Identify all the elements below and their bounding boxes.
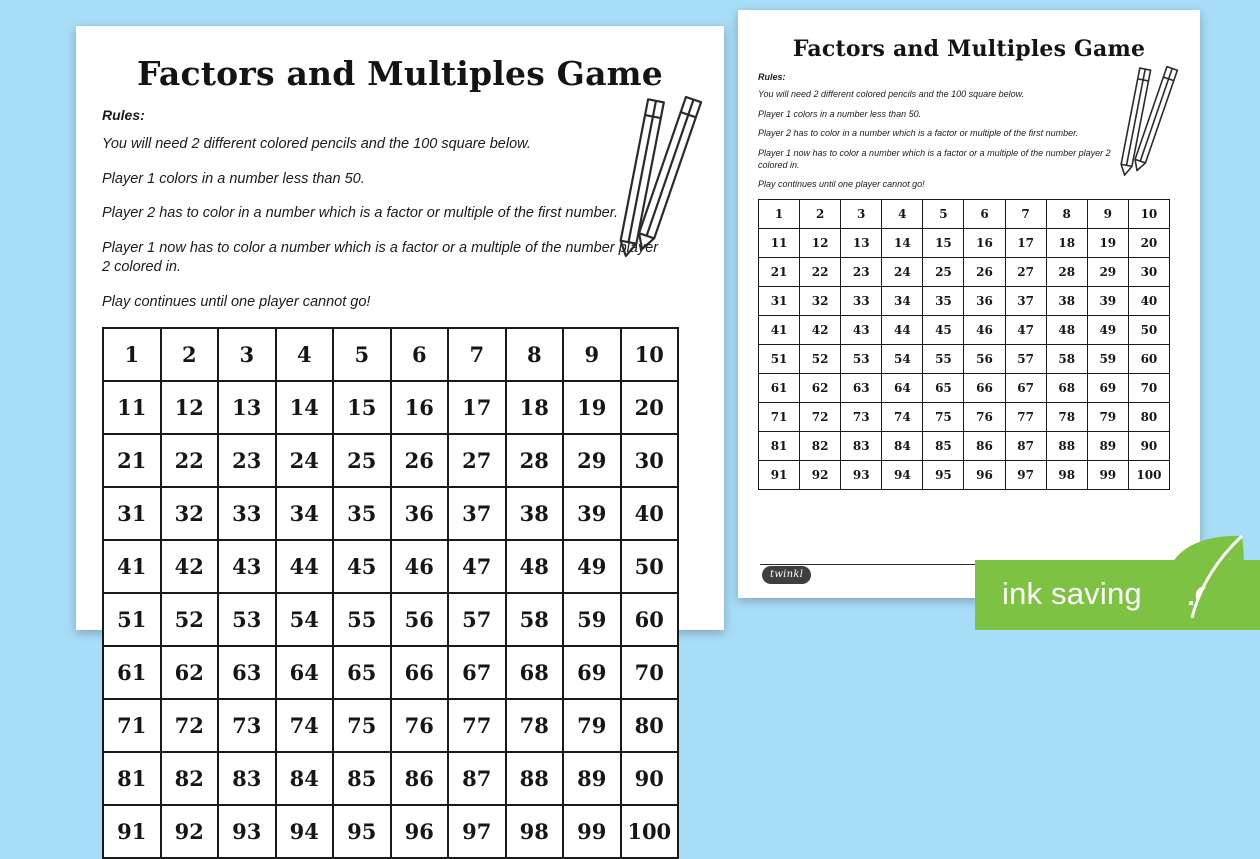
grid-cell[interactable]: 42 [800,316,841,345]
grid-cell[interactable]: 33 [841,287,882,316]
table-row [759,287,1170,316]
grid-cell[interactable]: 77 [1005,403,1046,432]
grid-cell[interactable]: 21 [103,434,161,487]
grid-cell[interactable]: 27 [448,434,506,487]
rule-item-small: Play continues until one player cannot go! [758,179,925,190]
grid-cell[interactable]: 45 [923,316,964,345]
grid-cell[interactable]: 89 [563,752,621,805]
grid-cell[interactable]: 20 [621,381,679,434]
grid-cell[interactable]: 3 [218,328,276,381]
grid-cell[interactable]: 58 [506,593,564,646]
grid-cell[interactable]: 96 [391,805,449,858]
table-row [103,381,678,434]
grid-cell[interactable]: 7 [1005,200,1046,229]
grid-cell[interactable]: 91 [103,805,161,858]
grid-cell[interactable]: 81 [103,752,161,805]
grid-cell[interactable]: 88 [506,752,564,805]
grid-cell[interactable]: 63 [218,646,276,699]
grid-cell[interactable]: 22 [800,258,841,287]
grid-cell[interactable]: 2 [800,200,841,229]
grid-cell[interactable]: 81 [759,432,800,461]
grid-cell[interactable]: 25 [923,258,964,287]
grid-cell[interactable]: 86 [964,432,1005,461]
grid-cell[interactable]: 85 [333,752,391,805]
grid-cell[interactable]: 92 [800,461,841,490]
grid-cell[interactable]: 30 [1128,258,1169,287]
leaf-icon [1156,528,1252,624]
grid-cell[interactable]: 47 [1005,316,1046,345]
grid-cell[interactable]: 51 [103,593,161,646]
grid-cell[interactable]: 60 [621,593,679,646]
grid-cell[interactable]: 9 [563,328,621,381]
grid-cell[interactable]: 83 [841,432,882,461]
grid-cell[interactable]: 37 [1005,287,1046,316]
rule-item: Play continues until one player cannot go! [102,293,371,310]
grid-cell[interactable]: 70 [1128,374,1169,403]
table-row [103,752,678,805]
grid-cell[interactable]: 82 [800,432,841,461]
grid-cell[interactable]: 80 [1128,403,1169,432]
hundred-square-grid [102,327,679,859]
table-row [759,258,1170,287]
grid-cell[interactable]: 47 [448,540,506,593]
grid-cell[interactable]: 95 [923,461,964,490]
grid-cell[interactable]: 77 [448,699,506,752]
grid-cell[interactable]: 12 [161,381,219,434]
grid-cell[interactable]: 84 [276,752,334,805]
grid-cell[interactable]: 12 [800,229,841,258]
grid-cell[interactable]: 38 [506,487,564,540]
grid-cell[interactable]: 19 [563,381,621,434]
grid-cell[interactable]: 51 [759,345,800,374]
grid-cell[interactable]: 34 [882,287,923,316]
grid-cell[interactable]: 37 [448,487,506,540]
grid-cell[interactable]: 72 [800,403,841,432]
table-row [103,699,678,752]
rule-item-small: You will need 2 different colored pencils and the 100 square below. [758,89,1025,99]
grid-cell[interactable]: 43 [218,540,276,593]
grid-cell[interactable]: 100 [621,805,679,858]
grid-cell[interactable]: 76 [391,699,449,752]
table-row [759,200,1170,229]
grid-cell[interactable]: 50 [1128,316,1169,345]
grid-cell[interactable]: 5 [923,200,964,229]
grid-cell[interactable]: 56 [391,593,449,646]
grid-cell[interactable]: 55 [923,345,964,374]
grid-cell[interactable]: 40 [621,487,679,540]
grid-cell[interactable]: 13 [841,229,882,258]
worksheet-page-small [738,10,1200,598]
grid-cell[interactable]: 78 [506,699,564,752]
grid-cell[interactable]: 96 [964,461,1005,490]
grid-cell[interactable]: 70 [621,646,679,699]
twinkl-logo: twinkl [762,566,811,584]
grid-cell[interactable]: 35 [333,487,391,540]
grid-cell[interactable]: 90 [1128,432,1169,461]
grid-cell[interactable]: 11 [103,381,161,434]
grid-cell[interactable]: 97 [448,805,506,858]
grid-cell[interactable]: 94 [882,461,923,490]
grid-cell[interactable]: 23 [218,434,276,487]
grid-cell[interactable]: 93 [841,461,882,490]
table-row [103,328,678,381]
grid-cell[interactable]: 56 [964,345,1005,374]
grid-cell[interactable]: 98 [1046,461,1087,490]
grid-cell[interactable]: 29 [563,434,621,487]
table-row [103,487,678,540]
grid-cell[interactable]: 79 [563,699,621,752]
grid-cell[interactable]: 32 [161,487,219,540]
table-row [759,461,1170,490]
grid-cell[interactable]: 35 [923,287,964,316]
table-row [759,345,1170,374]
grid-cell[interactable]: 72 [161,699,219,752]
grid-cell[interactable]: 6 [391,328,449,381]
grid-cell[interactable]: 52 [161,593,219,646]
grid-cell[interactable]: 22 [161,434,219,487]
grid-cell[interactable]: 74 [882,403,923,432]
grid-cell[interactable]: 17 [1005,229,1046,258]
table-row [759,403,1170,432]
grid-cell[interactable]: 62 [800,374,841,403]
grid-cell[interactable]: 16 [964,229,1005,258]
grid-cell[interactable]: 59 [563,593,621,646]
grid-cell[interactable]: 60 [1128,345,1169,374]
table-row [103,540,678,593]
rule-item-small: Player 2 has to color in a number which is a factor or multiple of the first number. [758,128,1079,139]
grid-cell[interactable]: 71 [103,699,161,752]
grid-cell[interactable]: 48 [506,540,564,593]
grid-cell[interactable]: 59 [1087,345,1128,374]
grid-cell[interactable]: 89 [1087,432,1128,461]
grid-cell[interactable]: 9 [1087,200,1128,229]
grid-cell[interactable]: 97 [1005,461,1046,490]
grid-cell[interactable]: 61 [103,646,161,699]
grid-cell[interactable]: 68 [506,646,564,699]
table-row [103,593,678,646]
grid-cell[interactable]: 62 [161,646,219,699]
grid-cell[interactable]: 87 [448,752,506,805]
grid-cell[interactable]: 65 [923,374,964,403]
rule-item-small: Player 1 colors in a number less than 50. [758,108,922,119]
grid-cell[interactable]: 27 [1005,258,1046,287]
grid-cell[interactable]: 1 [759,200,800,229]
grid-cell[interactable]: 41 [103,540,161,593]
grid-cell[interactable]: 18 [506,381,564,434]
grid-cell[interactable]: 18 [1046,229,1087,258]
grid-cell[interactable]: 10 [1128,200,1169,229]
grid-cell[interactable]: 64 [276,646,334,699]
grid-cell[interactable]: 69 [1087,374,1128,403]
grid-cell[interactable]: 57 [1005,345,1046,374]
grid-cell[interactable]: 39 [1087,287,1128,316]
grid-cell[interactable]: 50 [621,540,679,593]
grid-cell[interactable]: 26 [964,258,1005,287]
grid-cell[interactable]: 21 [759,258,800,287]
grid-cell[interactable]: 30 [621,434,679,487]
grid-cell[interactable]: 74 [276,699,334,752]
grid-cell[interactable]: 100 [1128,461,1169,490]
grid-cell[interactable]: 1 [103,328,161,381]
grid-cell[interactable]: 93 [218,805,276,858]
eco-badge [930,526,1260,630]
grid-cell[interactable]: 94 [276,805,334,858]
grid-cell[interactable]: 7 [448,328,506,381]
rule-item: Player 2 has to color in a number which is a factor or multiple of the first number. [102,205,619,222]
grid-cell[interactable]: 78 [1046,403,1087,432]
grid-cell[interactable]: 54 [276,593,334,646]
grid-cell[interactable]: 38 [1046,287,1087,316]
grid-cell[interactable]: 44 [276,540,334,593]
grid-cell[interactable]: 36 [391,487,449,540]
grid-cell[interactable]: 16 [391,381,449,434]
grid-cell[interactable]: 31 [759,287,800,316]
grid-cell[interactable]: 25 [333,434,391,487]
grid-cell[interactable]: 99 [1087,461,1128,490]
grid-cell[interactable]: 32 [800,287,841,316]
grid-cell[interactable]: 23 [841,258,882,287]
grid-cell[interactable]: 28 [506,434,564,487]
grid-cell[interactable]: 49 [563,540,621,593]
grid-cell[interactable]: 95 [333,805,391,858]
worksheet-page-large [76,26,724,845]
grid-cell[interactable]: 41 [759,316,800,345]
grid-cell[interactable]: 49 [1087,316,1128,345]
table-row [103,646,678,699]
grid-cell[interactable]: 45 [333,540,391,593]
grid-cell[interactable]: 53 [841,345,882,374]
grid-cell[interactable]: 80 [621,699,679,752]
grid-cell[interactable]: 24 [276,434,334,487]
grid-cell[interactable]: 88 [1046,432,1087,461]
rules-label-small: Rules: [758,72,786,82]
grid-cell[interactable]: 83 [218,752,276,805]
page-title: Factors and Multiples Game [137,54,663,93]
grid-cell[interactable]: 10 [621,328,679,381]
rule-item: You will need 2 different colored pencils and the 100 square below. [102,136,531,152]
grid-cell[interactable]: 4 [276,328,334,381]
grid-cell[interactable]: 86 [391,752,449,805]
grid-cell[interactable]: 48 [1046,316,1087,345]
grid-cell[interactable]: 28 [1046,258,1087,287]
grid-cell[interactable]: 44 [882,316,923,345]
table-row [103,434,678,487]
grid-cell[interactable]: 90 [621,752,679,805]
grid-cell[interactable]: 66 [391,646,449,699]
table-row [759,229,1170,258]
grid-cell[interactable]: 24 [882,258,923,287]
rules-label: Rules: [102,107,145,123]
grid-cell[interactable]: 75 [333,699,391,752]
grid-cell[interactable]: 5 [333,328,391,381]
grid-cell[interactable]: 14 [882,229,923,258]
grid-cell[interactable]: 29 [1087,258,1128,287]
grid-cell[interactable]: 98 [506,805,564,858]
grid-cell[interactable]: 15 [923,229,964,258]
grid-cell[interactable]: 6 [964,200,1005,229]
grid-cell[interactable]: 79 [1087,403,1128,432]
grid-cell[interactable]: 91 [759,461,800,490]
grid-cell[interactable]: 92 [161,805,219,858]
grid-cell[interactable]: 75 [923,403,964,432]
grid-cell[interactable]: 46 [964,316,1005,345]
grid-cell[interactable]: 34 [276,487,334,540]
table-row [759,432,1170,461]
rule-item: Player 1 colors in a number less than 50. [102,170,365,187]
rule-item: Player 1 now has to color a number which is a factor or a multiple of the number player 2 colored in. [102,239,659,276]
grid-cell[interactable]: 69 [563,646,621,699]
grid-cell[interactable]: 3 [841,200,882,229]
rule-item-small: Player 1 now has to color a number which is a factor or a multiple of the number player 2 colored in. [758,148,1111,170]
grid-cell[interactable]: 87 [1005,432,1046,461]
grid-cell[interactable]: 33 [218,487,276,540]
grid-cell[interactable]: 71 [759,403,800,432]
grid-cell[interactable]: 58 [1046,345,1087,374]
grid-cell[interactable]: 65 [333,646,391,699]
grid-cell[interactable]: 14 [276,381,334,434]
grid-cell[interactable]: 26 [391,434,449,487]
grid-cell[interactable]: 57 [448,593,506,646]
grid-cell[interactable]: 68 [1046,374,1087,403]
grid-cell[interactable]: 43 [841,316,882,345]
grid-cell[interactable]: 84 [882,432,923,461]
grid-cell[interactable]: 42 [161,540,219,593]
grid-cell[interactable]: 4 [882,200,923,229]
grid-cell[interactable]: 31 [103,487,161,540]
grid-cell[interactable]: 20 [1128,229,1169,258]
grid-cell[interactable]: 2 [161,328,219,381]
grid-cell[interactable]: 52 [800,345,841,374]
grid-cell[interactable]: 15 [333,381,391,434]
grid-cell[interactable]: 53 [218,593,276,646]
grid-cell[interactable]: 66 [964,374,1005,403]
page-title-small: Factors and Multiples Game [792,36,1146,62]
grid-cell[interactable]: 39 [563,487,621,540]
grid-cell[interactable]: 76 [964,403,1005,432]
grid-cell[interactable]: 67 [448,646,506,699]
grid-cell[interactable]: 99 [563,805,621,858]
grid-cell[interactable]: 36 [964,287,1005,316]
grid-cell[interactable]: 85 [923,432,964,461]
grid-cell[interactable]: 82 [161,752,219,805]
grid-cell[interactable]: 67 [1005,374,1046,403]
grid-cell[interactable]: 73 [841,403,882,432]
grid-cell[interactable]: 13 [218,381,276,434]
grid-cell[interactable]: 55 [333,593,391,646]
table-row [759,316,1170,345]
grid-cell[interactable]: 54 [882,345,923,374]
table-row [103,805,678,858]
grid-cell[interactable]: 46 [391,540,449,593]
grid-cell[interactable]: 17 [448,381,506,434]
grid-cell[interactable]: 63 [841,374,882,403]
grid-cell[interactable]: 19 [1087,229,1128,258]
hundred-square-grid-small [758,199,1170,490]
table-row [759,374,1170,403]
grid-cell[interactable]: 8 [506,328,564,381]
grid-cell[interactable]: 11 [759,229,800,258]
grid-cell[interactable]: 61 [759,374,800,403]
grid-cell[interactable]: 64 [882,374,923,403]
grid-cell[interactable]: 73 [218,699,276,752]
grid-cell[interactable]: 8 [1046,200,1087,229]
eco-badge-label: ink saving [1002,576,1142,611]
grid-cell[interactable]: 40 [1128,287,1169,316]
